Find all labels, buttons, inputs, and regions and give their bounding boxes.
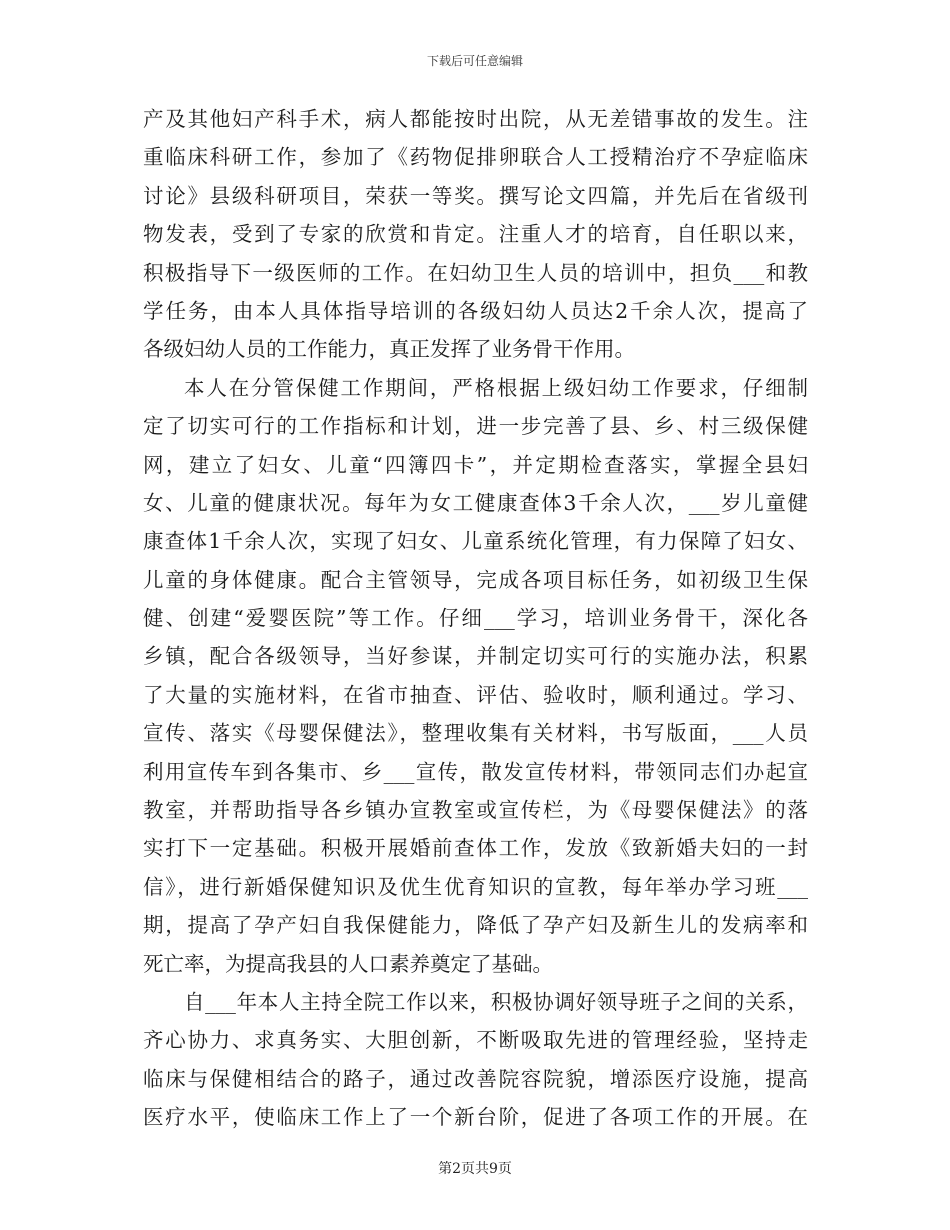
text-line — [143, 906, 808, 944]
text-line — [143, 1060, 808, 1098]
text-line — [143, 637, 808, 675]
text-line-content: 讨论》县级科研项目，荣获一等奖。撰写论文四篇，并先后在省级刊 — [143, 183, 808, 208]
text-line-content: 实打下一定基础。积极开展婚前查体工作，发放《致新婚夫妇的一封 — [143, 836, 808, 861]
text-line — [143, 446, 808, 484]
text-line — [143, 292, 808, 330]
text-line-content: 利用宣传车到各集市、乡___宣传，散发宣传材料，带领同志们办起宣 — [143, 759, 808, 784]
text-line — [143, 407, 808, 445]
text-line — [143, 829, 808, 867]
text-line — [143, 753, 808, 791]
text-line-content: 儿童的身体健康。配合主管领导，完成各项目标任务，如初级卫生保 — [143, 567, 808, 592]
document-body — [143, 100, 808, 1137]
text-line-content: 期，提高了孕产妇自我保健能力，降低了孕产妇及新生儿的发病率和 — [143, 913, 808, 938]
text-line — [143, 561, 808, 599]
text-line-content: 了大量的实施材料，在省市抽查、评估、验收时，顺利通过。学习、 — [143, 682, 808, 707]
text-line-content: 学任务，由本人具体指导培训的各级妇幼人员达2千余人次，提高了 — [143, 298, 808, 323]
text-line — [143, 1098, 808, 1136]
text-line — [143, 484, 808, 522]
text-line — [143, 945, 808, 983]
text-line-content: 产及其他妇产科手术，病人都能按时出院，从无差错事故的发生。注 — [143, 107, 808, 131]
text-line — [143, 330, 808, 368]
page-number: 第2页共9页 — [438, 1161, 512, 1177]
text-line-content: 女、儿童的健康状况。每年为女工健康查体3千余人次，___岁儿童健 — [143, 490, 808, 515]
text-line-content: 死亡率，为提高我县的人口素养奠定了基础。 — [143, 951, 553, 976]
text-line — [143, 522, 808, 560]
text-line — [143, 254, 808, 292]
page-header: 下载后可任意编辑 — [426, 54, 523, 68]
text-line-content: 康查体1千余人次，实现了妇女、儿童系统化管理，有力保障了妇女、 — [143, 529, 808, 554]
text-line-content: 临床与保健相结合的路子，通过改善院容院貌，增添医疗设施，提高 — [143, 1066, 808, 1091]
text-line — [143, 599, 808, 637]
text-line-content: 教室，并帮助指导各乡镇办宣教室或宣传栏，为《母婴保健法》的落 — [143, 798, 808, 823]
text-line — [143, 100, 808, 138]
text-line-content: 信》，进行新婚保健知识及优生优育知识的宣教，每年举办学习班___ — [143, 874, 808, 899]
text-line-content: 积极指导下一级医师的工作。在妇幼卫生人员的培训中，担负___和教 — [143, 260, 808, 285]
text-line-content: 本人在分管保健工作期间，严格根据上级妇幼工作要求，仔细制 — [184, 375, 808, 400]
text-line — [143, 676, 808, 714]
text-line — [143, 714, 808, 752]
text-line-content: 乡镇，配合各级领导，当好参谋，并制定切实可行的实施办法，积累 — [143, 644, 808, 669]
text-line-content: 重临床科研工作，参加了《药物促排卵联合人工授精治疗不孕症临床 — [143, 145, 808, 170]
text-line-content: 医疗水平，使临床工作上了一个新台阶，促进了各项工作的开展。在 — [143, 1105, 808, 1130]
text-line-content: 网，建立了妇女、儿童“四簿四卡”，并定期检查落实，掌握全县妇 — [143, 452, 808, 477]
text-line — [143, 215, 808, 253]
text-line-content: 宣传、落实《母婴保健法》，整理收集有关材料，书写版面，___人员 — [143, 721, 808, 746]
text-line-content: 各级妇幼人员的工作能力，真正发挥了业务骨干作用。 — [143, 337, 635, 362]
text-line — [143, 868, 808, 906]
text-line-content: 物发表，受到了专家的欣赏和肯定。注重人才的培育，自任职以来， — [143, 222, 808, 247]
text-line-content: 健、创建“爱婴医院”等工作。仔细___学习，培训业务骨干，深化各 — [143, 606, 808, 631]
text-line — [143, 177, 808, 215]
text-line — [143, 369, 808, 407]
text-line — [143, 791, 808, 829]
text-line-content: 齐心协力、求真务实、大胆创新，不断吸取先进的管理经验，坚持走 — [143, 1028, 808, 1053]
text-line — [143, 1021, 808, 1059]
text-line — [143, 983, 808, 1021]
text-line — [143, 138, 808, 176]
text-line-content: 自___年本人主持全院工作以来，积极协调好领导班子之间的关系， — [184, 989, 808, 1014]
text-line-content: 定了切实可行的工作指标和计划，进一步完善了县、乡、村三级保健 — [143, 414, 808, 439]
